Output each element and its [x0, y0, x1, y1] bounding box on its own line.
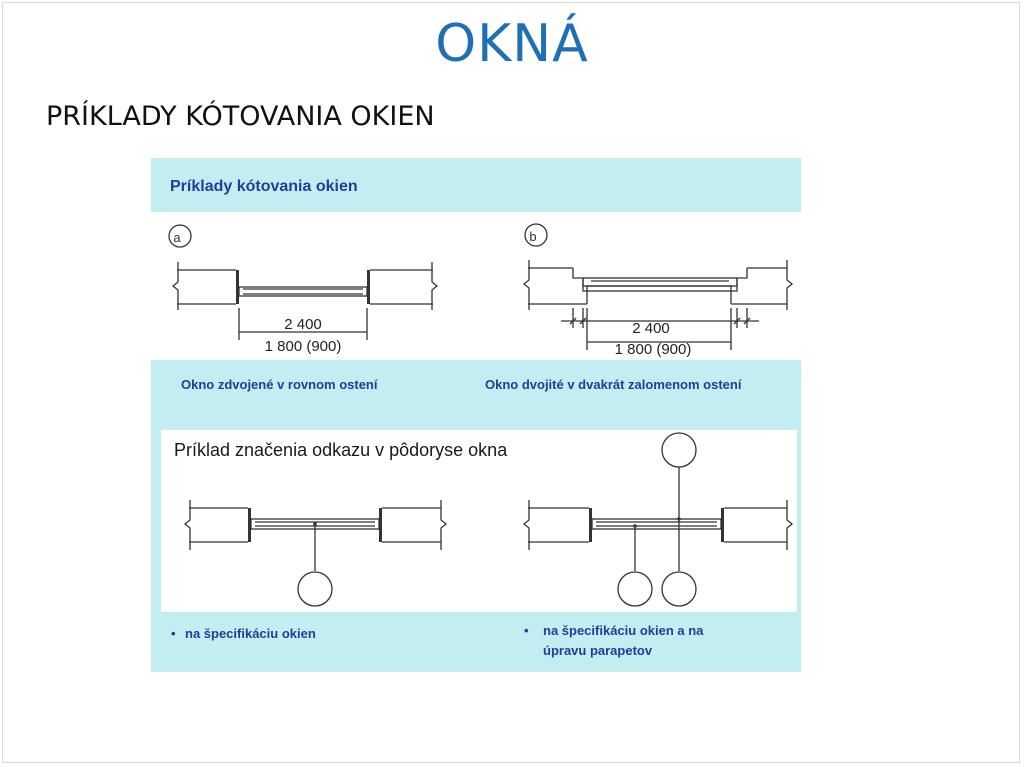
- figure-header: Príklady kótovania okien: [170, 178, 358, 195]
- slide-title: OKNÁ: [435, 14, 589, 74]
- panel-b-marker: b: [529, 229, 537, 244]
- panel-a-dim-outer: 2 400: [284, 316, 322, 333]
- note-left-bullet: •: [171, 626, 176, 641]
- note-right-bullet: •: [524, 623, 529, 638]
- panel-b-caption: Okno dvojité v dvakrát zalomenom ostení: [485, 377, 742, 392]
- note-right-line1: na špecifikáciu okien a na: [543, 623, 704, 638]
- panel-a-caption: Okno zdvojené v rovnom ostení: [181, 377, 378, 392]
- panel-a-marker: a: [173, 230, 181, 245]
- note-right-line2: úpravu parapetov: [543, 643, 653, 658]
- panel-b-dim-inner: 1 800 (900): [614, 341, 692, 358]
- reference-heading: Príklad značenia odkazu v pôdoryse okna: [174, 440, 508, 460]
- figure-svg: [151, 158, 801, 672]
- slide-subtitle: PRÍKLADY KÓTOVANIA OKIEN: [46, 101, 435, 132]
- kotovanie-figure: [151, 158, 801, 672]
- panel-a-dim-inner: 1 800 (900): [264, 338, 342, 355]
- note-left: na špecifikáciu okien: [185, 626, 316, 641]
- panel-b-dim-outer: 2 400: [632, 320, 670, 337]
